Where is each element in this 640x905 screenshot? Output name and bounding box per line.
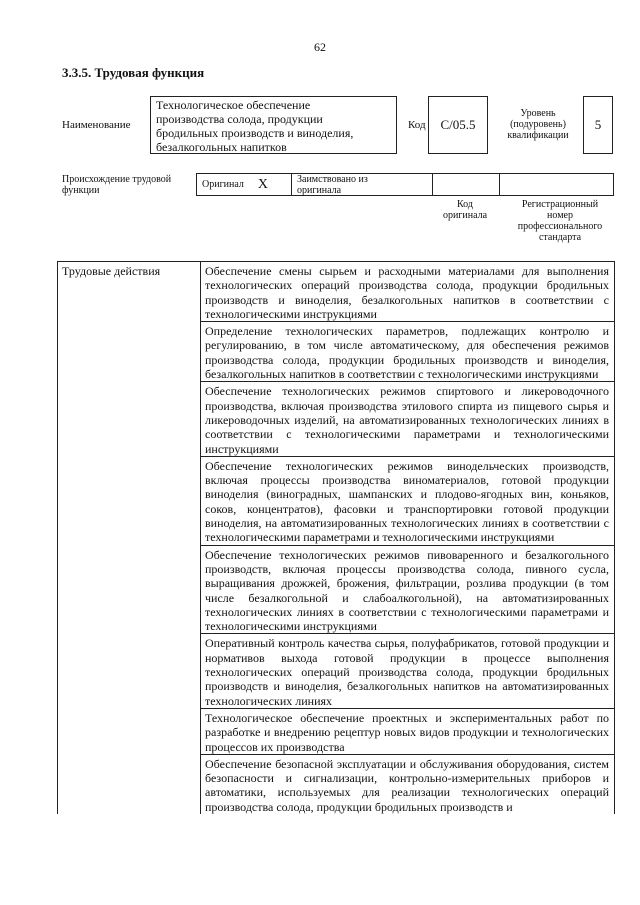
code-original-line: оригинала — [442, 210, 488, 221]
labor-actions-label: Трудовые действия — [58, 262, 201, 814]
function-name-line: бродильных производств и виноделия, — [156, 126, 354, 140]
original-mark: X — [257, 176, 269, 192]
labor-action-item: Обеспечение смены сырьем и расходными материалами для выполнения технологических операций производства солода, продукции бродильных производств и виноделия, безалкогольных напитков в соответствии с технологическими инструкциями — [201, 262, 615, 322]
code-value: С/05.5 — [428, 96, 488, 154]
code-label: Код — [408, 119, 426, 131]
function-name-line: производства солода, продукции — [156, 112, 323, 126]
labor-action-item: Обеспечение безопасной эксплуатации и обслуживания оборудования, систем безопасности и сигнализации, контрольно-измерительных приборов и автоматики, используемых для реализации технологических операций производства солода, продукции бродильных производств и — [201, 754, 615, 814]
labor-actions-table — [57, 261, 615, 814]
section-title: 3.3.5. Трудовая функция — [62, 65, 205, 80]
origin-label — [62, 174, 171, 196]
borrowed-label-line: Заимствовано из — [297, 173, 368, 185]
labor-action-item: Обеспечение технологических режимов спиртового и ликероводочного производства, включая производства этилового спирта из пищевого сырья и ликероводочных изделий, на автоматизированных технологических линиях в соответствии с технологическими параметрами и технологическими инструкциями — [201, 382, 615, 456]
function-name-line: Технологическое обеспечение — [156, 98, 311, 112]
level-label-line: (подуровень) — [510, 119, 566, 130]
table-row — [58, 262, 615, 322]
origin-row — [196, 173, 614, 196]
labor-action-item: Обеспечение технологических режимов пивоваренного и безалкогольного производств, включая процессы производства солода, пивного сусла, выращивания дрожжей, брожения, фильтрации, розлива продукции (в том числе безалкогольной и слабоалкогольной), на автоматизированных технологических линиях в соответствии с технологическими параметрами и технологическими инструкциями — [201, 545, 615, 634]
labor-action-item: Обеспечение технологических режимов винодельческих производств, включая процессы производства виноматериалов, готовой продукции виноделия (виноградных, шампанских и плодово-ягодных вин, коньяков, соков, концентратов), фасовки и транспортировки готовой продукции виноделия, на автоматизированных технологических линиях в соответствии с технологическими параметрами и технологическими инструкциями — [201, 456, 615, 545]
name-label: Наименование — [62, 119, 131, 131]
reg-number-cell — [500, 174, 613, 195]
reg-number-line: стандарта — [538, 232, 582, 243]
code-original-cell — [433, 174, 500, 195]
original-cell — [197, 174, 292, 195]
reg-number-line: профессионального — [517, 221, 603, 232]
level-label — [497, 108, 579, 141]
level-label-line: квалификации — [507, 130, 569, 141]
labor-action-item: Технологическое обеспечение проектных и экспериментальных работ по разработке и внедрению рецептур новых видов продукции и технологических процессов их производства — [201, 708, 615, 754]
reg-number-caption — [505, 199, 615, 243]
labor-action-item: Оперативный контроль качества сырья, полуфабрикатов, готовой продукции и нормативов выхода готовой продукции в процессе выполнения технологических операций производства солода, продукции бродильных производств и виноделия, безалкогольных напитков на автоматизированных технологических линиях — [201, 634, 615, 708]
labor-action-item: Определение технологических параметров, подлежащих контролю и регулированию, в том числе автоматическому, для обеспечения режимов производства солода, продукции бродильных производств и виноделия, безалкогольных напитков в соответствии с технологическими инструкциями — [201, 322, 615, 382]
original-label: Оригинал — [202, 179, 244, 190]
reg-number-line: Регистрационный — [521, 199, 599, 210]
borrowed-label-line: оригинала — [297, 184, 342, 196]
origin-label-line: функции — [62, 185, 100, 196]
function-name-line: безалкогольных напитков — [156, 140, 287, 154]
borrowed-cell — [292, 174, 433, 195]
code-original-caption — [432, 199, 498, 221]
function-name-box — [150, 96, 397, 154]
page-number: 62 — [314, 40, 326, 54]
code-original-line: Код — [457, 199, 473, 210]
level-label-line: Уровень — [520, 108, 556, 119]
origin-label-line: Происхождение трудовой — [62, 174, 172, 185]
level-value: 5 — [583, 96, 613, 154]
reg-number-line: номер — [547, 210, 573, 221]
